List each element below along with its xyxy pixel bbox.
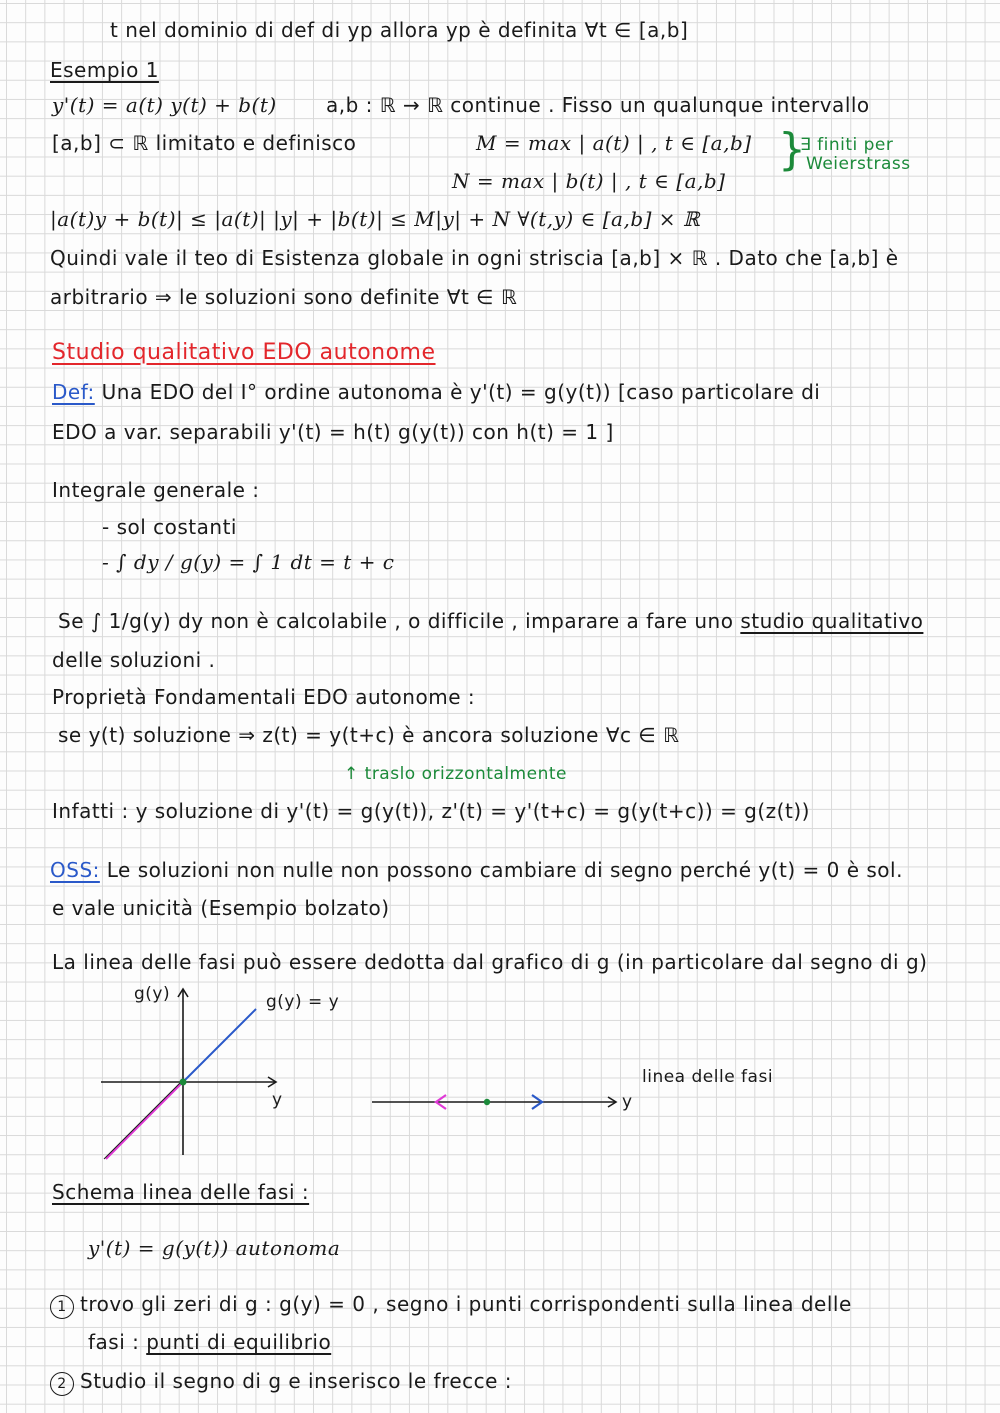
def-line-2: EDO a var. separabili y'(t) = h(t) g(y(t)) con h(t) = 1 ]: [52, 420, 614, 444]
def-n: N = max | b(t) | , t ∈ [a,b]: [452, 169, 726, 193]
g-axis-x-label: y: [272, 1090, 283, 1110]
phase-line-intro: La linea delle fasi può essere dedotta dal grafico di g (in particolare dal segno di g): [52, 950, 928, 974]
phase-axis-label: y: [622, 1092, 633, 1112]
fundamental-properties: Proprietà Fondamentali EDO autonome :: [52, 685, 476, 709]
autonomous-ode: y'(t) = g(y(t)) autonoma: [88, 1236, 341, 1260]
line-domain: t nel dominio di def di yp allora yp è definita ∀t ∈ [a,b]: [110, 18, 689, 42]
oss-line-2: e vale unicità (Esempio bolzato): [52, 896, 390, 920]
proof-line: Infatti : y soluzione di y'(t) = g(y(t)), z'(t) = y'(t+c) = g(y(t+c)) = g(z(t)): [52, 799, 810, 823]
weierstrass-brace: }: [778, 124, 806, 175]
oss-line-1: OSS: Le soluzioni non nulle non possono cambiare di segno perché y(t) = 0 è sol.: [50, 858, 903, 882]
constant-solutions: - sol costanti: [102, 515, 237, 539]
weierstrass-note-1: ∃ finiti per: [800, 135, 894, 155]
phase-line: [370, 1088, 630, 1118]
step-2-number: 2: [50, 1372, 74, 1396]
line-continue: a,b : ℝ → ℝ continue . Fisso un qualunque intervallo: [326, 93, 870, 117]
step-1-number: 1: [50, 1295, 74, 1319]
def-label: Def:: [52, 380, 95, 404]
inequality: |a(t)y + b(t)| ≤ |a(t)| |y| + |b(t)| ≤ M|y| + N ∀(t,y) ∈ [a,b] × ℝ: [50, 207, 701, 231]
translation-property: se y(t) soluzione ⇒ z(t) = y(t+c) è ancora soluzione ∀c ∈ ℝ: [58, 723, 680, 747]
solutions-line: delle soluzioni .: [52, 648, 216, 672]
step-1: 1 trovo gli zeri di g : g(y) = 0 , segno i punti corrispondenti sulla linea delle: [50, 1292, 852, 1319]
separable-integral: - ∫ dy / g(y) = ∫ 1 dt = t + c: [102, 550, 395, 574]
g-curve-label: g(y) = y: [266, 992, 340, 1012]
ode-linear: y'(t) = a(t) y(t) + b(t): [52, 93, 277, 117]
line-interval: [a,b] ⊂ ℝ limitato e definisco: [52, 131, 357, 155]
translate-note: ↑ traslo orizzontalmente: [344, 764, 567, 784]
step-2: 2 Studio il segno di g e inserisco le frecce :: [50, 1369, 512, 1396]
oss-label: OSS:: [50, 858, 100, 882]
example-heading: Esempio 1: [50, 58, 159, 82]
def-line-1: Def: Una EDO del I° ordine autonoma è y'(t) = g(y(t)) [caso particolare di: [52, 380, 821, 404]
phase-line-label: linea delle fasi: [642, 1067, 774, 1087]
section-title: Studio qualitativo EDO autonome: [52, 340, 436, 365]
def-m: M = max | a(t) | , t ∈ [a,b]: [476, 131, 752, 155]
qualitative-line: Se ∫ 1/g(y) dy non è calcolabile , o difficile , imparare a fare uno studio qualitativo: [58, 609, 924, 633]
integral-heading: Integrale generale :: [52, 478, 260, 502]
g-axis-y-label: g(y): [134, 984, 171, 1004]
schema-heading: Schema linea delle fasi :: [52, 1180, 310, 1204]
line-global-existence: Quindi vale il teo di Esistenza globale in ogni striscia [a,b] × ℝ . Dato che [a,b] è: [50, 246, 899, 270]
line-arbitrary: arbitrario ⇒ le soluzioni sono definite ∀t ∈ ℝ: [50, 285, 518, 309]
step-1-continued: fasi : punti di equilibrio: [88, 1330, 332, 1354]
weierstrass-note-2: Weierstrass: [806, 154, 911, 174]
